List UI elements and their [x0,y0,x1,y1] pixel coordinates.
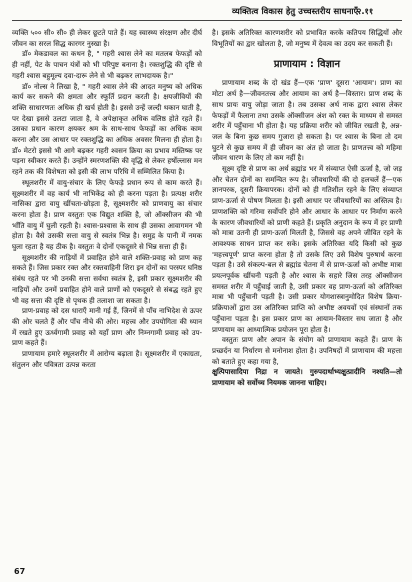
paragraph: डॉ० मेकडावल का कथन है, " गहरी श्वास लेने का मतलब फेफड़ों को ही नहीं, पेट के पाचन यंत्रों को भी परिपुष्ट बनाना है। रक्तशुद्धि की दृष्टि से गहरी श्वास बहुमूल्य दवा-दारू लेने से भी बढ़कर लाभदायक है।" [12,49,202,80]
paragraph: व्यक्ति ५०० सी० सी० ही लेकर छूटते पाते हैं। यह स्वास्थ्य संरक्षण और दीर्घ जीवन का सरल सिद्ध कारगर नुस्खा है। [12,28,202,48]
header-page-number: २.११ [357,6,374,16]
left-column [12,28,202,371]
running-title: व्यक्तित्व विकास हेतु उच्चस्तरीय साधनाएँ [232,6,359,16]
paragraph: सूक्ष्मशरीर की नाड़ियों में प्रवाहित होने वाले शक्ति-प्रवाह को प्राण कह सकते हैं। जिस प्रकार रक्त और रक्तवाहिनी शिरा इन दोनों का परस्पर घनिष्ठ संबंध रहते पर भी उनकी सत्ता सर्वथा स्वतंत्र है, इसी प्रकार सूक्ष्मशरीर की नाड़ियों और उनमें प्रवाहित होने वाले प्राणों को एकदूसरे से संबद्ध रहते हुए भी वह सत्ता की दृष्टि से पृथक ही तलाशा जा सकता है। [12,252,202,305]
section-heading: प्राणायाम : विज्ञान [273,59,341,71]
page-header [0,6,412,20]
paragraph: है। इसके अतिरिक्त कारणशरीर को प्रभावित करके कतिपय सिद्धियों और विभूतियों का द्वार खोलता है, जो मनुष्य में देवत्व का उदय कर सकती हैं। [212,28,402,48]
paragraph: प्राणायाम हमारे स्थूलशरीर में आरोग्य बढ़ाता है। सूक्ष्मशरीर में एकाग्रता, संतुलन और पवित्रता उत्पन्न करता [12,349,202,369]
paragraph: स्थूलशरीर में वायु-संचार के लिए फेफड़े प्रधान रूप से काम करते हैं। सूक्ष्मशरीर में वह कार्य भी नाभिकेंद्र को ही करना पड़ता है। प्रत्यक्ष शरीर नासिका द्वारा वायु खींचता-छोड़ता है, सूक्ष्मशरीर को प्राणवायु का संचार करना होता है। प्राण वस्तुतः एक विद्युत शक्ति है, जो ऑक्सीजन की भी भाँति वायु में घुली रहती है। श्वास-प्रश्वास के साथ ही उसका आवागमन भी होता है। वैसे उसकी सत्ता वायु से स्वतंत्र भिन्न है। समुद्र के पानी में नमक घुला रहता है यह ठीक है। वस्तुतः वे दोनों एकदूसरे से भिन्न सत्ता ही हैं। [12,177,202,252]
footer-page-number: 67 [14,567,26,576]
paragraph: प्राण-प्रवाह को दस धाराएँ मानी गई हैं, जिनमें से पाँच नाभिदेश से ऊपर की ओर चलते हैं और पाँच नीचे की ओर। महत्त्व और उपयोगिता की ध्यान में रखते हुए ऊर्ध्वगामी प्रवाह को यहाँ प्राण और निम्नगामी प्रवाह को उप-प्राण कहते हैं। [12,306,202,348]
paragraph: वस्तुतः प्राण और अपान के संयोग को प्राणायाम कहते हैं। प्राण के प्रच्छर्दन या निर्धारण से मनोनाश होता है। उपनिषदों में प्राणायाम की महत्ता को बताते हुए कहा गया है, [212,335,402,366]
right-column [212,28,402,389]
sanskrit-quote: क्षुत्पिपासादिपा निद्रा न जायते। गुरुपदार्थाभ्यक्षुत्प्रादीनि नश्यति—तो प्राणायाम को सर्वोच्च नियमक जानना चाहिए। [212,367,402,388]
paragraph: सूक्ष्म दृष्टि से प्राण का अर्थ ब्रह्मांड भर में संव्याप्त ऐसी ऊर्जा है, जो जड़ और चेतन दोनों का समन्वित रूप है। जीवधारियों की दो हलचलें हैं—एक ज्ञानपरक, दूसरी क्रियापरक। दोनों को ही गतिशील रहने के लिए संव्याप्त प्राण-ऊर्जा से पोषण मिलता है। इसी आधार पर जीवधारियों का अस्तित्व है। प्राणशक्ति को गरिमा सर्वोपरि होने और आधार के आधार पर निर्माण करने के कारण जीवधारियों को प्राणी कहते हैं। प्रकृति अनुदान के रूप में हर प्राणी को मात्रा उतनी ही प्राण-ऊर्जा मिलती है, जिससे वह अपने जीवित रहने के आवश्यक साधन प्राप्त कर सके। इसके अतिरिक्त यदि किसी को कुछ 'महत्त्वपूर्ण' प्राप्त करना होता है तो उसके लिए उसे विशेष पुरुषार्थ करना पड़ता है। उसे संकल्प-बल से ब्रह्मांड चेतना में से प्राण-ऊर्जा को अभीष्ट मात्रा प्रयत्नपूर्वक खींचनी पड़ती है और श्वास के सहारे जिस तरह ऑक्सीजन समस्त शरीर में पहुँचाई जाती है, उसी प्रकार वह प्राण-ऊर्जा को अतिरिक्त मात्रा भी पहुँचानी पड़ती है। उसी प्रकार योगशास्त्रानुमोदित विशेष क्रिया-प्रक्रियाओं द्वारा उस अतिरिक्त प्राप्ति को अभीष्ट अवयवों एवं संस्थानों तक पहुँचाना पड़ता है। इस प्रकार प्राण का आयाम-विस्तार सध जाता है और प्राणायाम का आध्यात्मिक प्रयोजन पूरा होता है। [212,164,402,334]
paragraph: प्राणायाम शब्द के दो खंड हैं—एक 'प्राण' दूसरा 'आयाम'। प्राण का मोटा अर्थ है—जीवनतत्त्व और आयाम का अर्थ है—विस्तार। प्राण शब्द के साथ प्रायः वायु जोड़ा जाता है। तब उसका अर्थ नाक द्वारा श्वास लेकर फेफड़ों में फैलाना तथा उसके ऑक्सीजन अंश को रक्त के माध्यम से समस्त शरीर में पहुँचाना भी होता है। यह प्रक्रिया शरीर को जीवित रखती है, अन्न-जल के बिना कुछ समय गुजारा हो सकता है। पर श्वास के बिना तो दम घुटने से कुछ समय में ही जीवन का अंत हो जाता है। प्राणतत्त्व को महिमा जीवन धारण के लिए तो कम नहीं है। [212,78,402,163]
paragraph: डॉ० नोल्स ने लिखा है, " गहरी श्वास लेने की आदत मनुष्य को अधिक कार्य कर सकने की क्षमता और स्फूर्ति प्रदान करती है। क्षयजीवियों की शक्ति साधारणतः अधिक ही खर्च होती है। इससे उन्हें जल्दी थकान घाती है, पर देखा इससे उलटा जाता है, वे अपेक्षाकृत अधिक वलिष्ठ होते रहते हैं। उसका प्रधान कारण क्षयकर श्रम के साथ-साथ फेफड़ों का अधिक काम करना और उस आधार पर रक्तशुद्धि का अधिक अवसर मिलना ही होता है। डॉ० मेटरो इससे भी आगे बढ़कर गहरी श्वसन क्रिया का प्रभाव मस्तिष्क पर पड़ना स्वीकार करते हैं। उन्होंने स्मरणशक्ति की वृद्धि से लेकर हर्षोल्लास मन रहने तक की विशेषता को इसी की लाभ परिधि में सम्मिलित किया है। [12,81,202,177]
header-rule [12,20,402,21]
